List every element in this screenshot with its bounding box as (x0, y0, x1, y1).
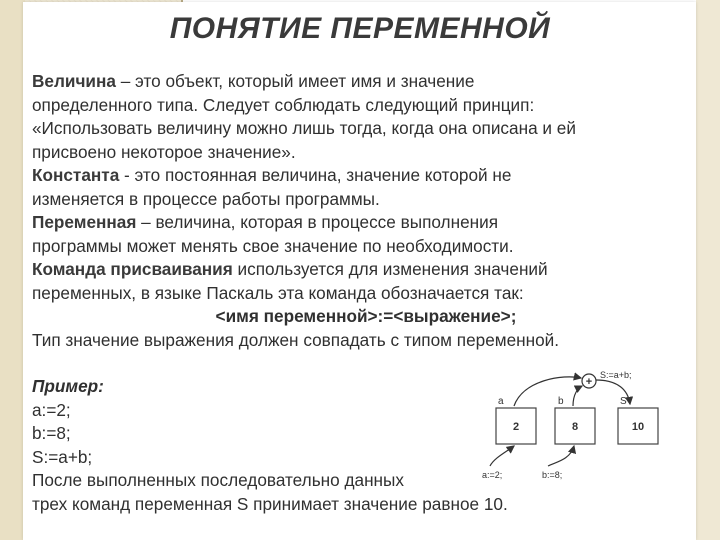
term-constant: Константа (32, 165, 120, 185)
box-s-value: 10 (631, 421, 645, 433)
plus-operator: + (585, 376, 593, 388)
term-value: Величина (32, 71, 116, 91)
example-conclusion-line-1: После выполненных последовательно данных (32, 470, 404, 490)
example-heading: Пример: (32, 376, 104, 396)
example-line-2: b:=8; (32, 423, 71, 443)
box-a-value: 2 (512, 421, 520, 433)
type-rule-line: Тип значение выражения должен совпадать с типом переменной. (32, 329, 560, 350)
definition-value-line-3: «Использовать величину можно лишь тогда, когда она описана и ей (32, 118, 576, 138)
definition-assignment-text: используется для изменения значений (232, 259, 548, 279)
definition-constant-line-1 (32, 164, 682, 188)
arrow-b-to-plus (573, 386, 582, 406)
example-conclusion-line-2: трех команд переменная S принимает значение равное 10. (32, 493, 508, 514)
term-variable: Переменная (32, 212, 137, 232)
assign-b-label: b:=8; (542, 470, 563, 480)
right-decor-band (696, 0, 720, 540)
example-line-1: a:=2; (32, 399, 71, 420)
diagram-formula: S:=a+b; (600, 370, 632, 380)
definition-assignment-line-1 (32, 258, 682, 282)
definition-value-line-2: определенного типа. Следует соблюдать следующий принцип: (32, 94, 535, 115)
box-b-label: b (558, 396, 564, 407)
example-line-3: S:=a+b; (32, 446, 93, 467)
left-decor-band (0, 0, 25, 540)
box-b-value: 8 (571, 421, 579, 433)
definition-assignment-line-2: переменных, в языке Паскаль эта команда обозначается так: (32, 282, 524, 303)
definition-variable-line-2: программы может менять свое значение по необходимости. (32, 235, 514, 256)
slide-title: ПОНЯТИЕ ПЕРЕМЕННОЙ (169, 12, 551, 45)
box-a-label: a (498, 396, 504, 407)
term-assignment: Команда присваивания (32, 259, 233, 279)
definition-constant-text: - это постоянная величина, значение которой не (119, 165, 512, 185)
definition-value-line-1 (32, 70, 682, 94)
definition-variable-line-1 (32, 211, 682, 235)
definition-value-line-4: присвоено некоторое значение». (32, 141, 296, 162)
assignment-diagram (478, 366, 678, 496)
arrow-assign-a (490, 446, 514, 466)
arrow-a-to-plus (514, 377, 581, 406)
arrow-assign-b (548, 446, 574, 466)
box-s-label: S (620, 396, 627, 407)
assign-a-label: a:=2; (482, 470, 503, 480)
definition-variable-text: – величина, которая в процессе выполнения (136, 212, 499, 232)
assignment-syntax: <имя переменной>:=<выражение>; (215, 306, 517, 326)
definition-constant-line-2: изменяется в процессе работы программы. (32, 188, 380, 209)
definition-value-text: – это объект, который имеет имя и значение (115, 71, 475, 91)
